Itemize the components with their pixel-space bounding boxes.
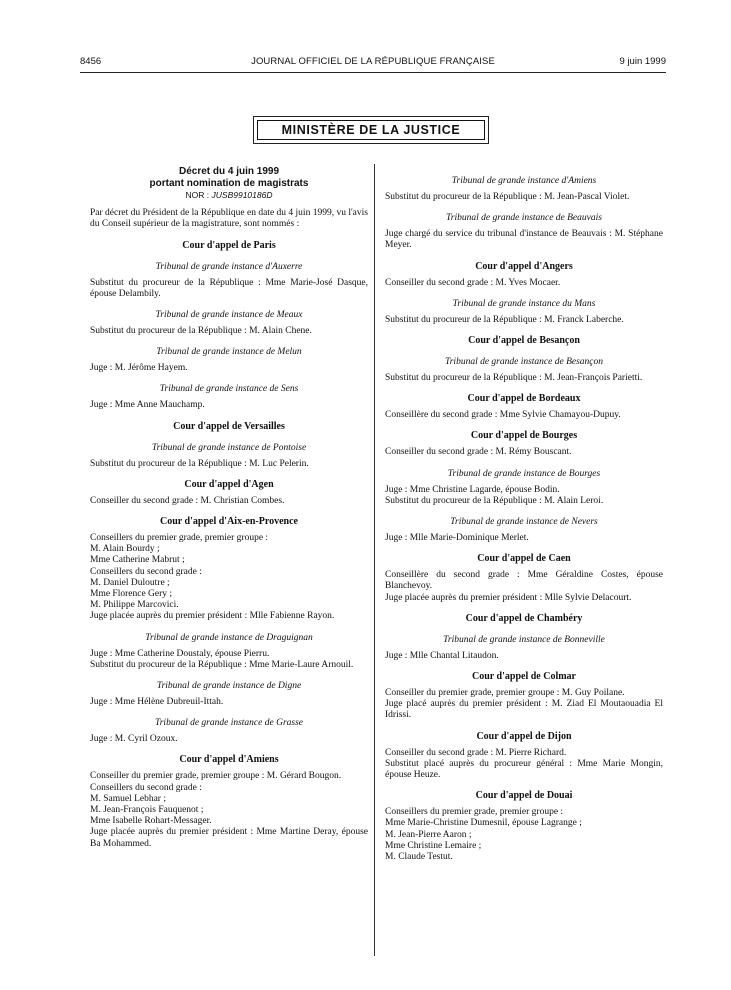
tribunal-section bbox=[385, 634, 663, 662]
appointment-line: M. Alain Bourdy ; bbox=[90, 544, 160, 555]
appointment-line: Juge placée auprès du premier président : Mlle Fabienne Rayon. bbox=[90, 611, 335, 622]
court-heading: Cour d'appel d'Amiens bbox=[179, 754, 279, 766]
appointment-line: Substitut du procureur de la République : Mme Marie-Laure Arnouil. bbox=[90, 659, 354, 670]
page-header bbox=[80, 56, 666, 70]
appointment-line: Juge placée auprès du premier président : Mme Martine Deray, épouse Ba Mohammed. bbox=[90, 827, 368, 849]
tribunal-section bbox=[90, 442, 368, 470]
appointment-line: Conseillers du second grade : bbox=[90, 782, 202, 793]
appointment-line: Substitut du procureur de la République : Mme Marie-José Dasque, épouse Delambily. bbox=[90, 277, 368, 299]
header-rule bbox=[80, 72, 666, 73]
tribunal-section bbox=[90, 680, 368, 708]
issue-date: 9 juin 1999 bbox=[619, 56, 666, 67]
appointment-line: Juge placé auprès du premier président : M. Ziad El Moutaouadia El Idrissi. bbox=[385, 699, 663, 721]
court-section bbox=[385, 335, 663, 347]
tribunal-heading: Tribunal de grande instance de Pontoise bbox=[151, 442, 307, 453]
appointment-line: Mme Marie-Christine Dumesnil, épouse Lagrange ; bbox=[385, 818, 582, 829]
left-column bbox=[90, 166, 368, 854]
appointment-line: Conseillère du second grade : Mme Géraldine Costes, épouse Blanchevoy. bbox=[385, 570, 663, 592]
court-section bbox=[385, 430, 663, 458]
tribunal-section bbox=[385, 212, 663, 251]
tribunal-heading: Tribunal de grande instance de Nevers bbox=[450, 517, 598, 528]
court-heading: Cour d'appel de Caen bbox=[477, 553, 571, 565]
tribunal-section bbox=[90, 261, 368, 300]
court-heading: Cour d'appel de Dijon bbox=[476, 730, 572, 742]
appointment-line: Conseiller du second grade : M. Christian Combes. bbox=[90, 495, 285, 506]
appointment-line: M. Samuel Lebhar ; bbox=[90, 793, 166, 804]
tribunal-section bbox=[90, 632, 368, 671]
appointment-line: Juge : Mme Catherine Doustaly, épouse Pierru. bbox=[90, 648, 270, 659]
court-section bbox=[385, 613, 663, 625]
appointment-line: Juge : Mme Hélène Dubreuil-Ittah. bbox=[90, 697, 224, 708]
appointment-line: Conseiller du second grade : M. Rémy Bouscant. bbox=[385, 447, 572, 458]
court-heading: Cour d'appel de Chambéry bbox=[465, 612, 583, 624]
appointment-line: Substitut du procureur de la République : M. Alain Chene. bbox=[90, 326, 312, 337]
tribunal-heading: Tribunal de grande instance de Melun bbox=[156, 347, 302, 358]
appointment-line: Substitut placé auprès du procureur général : Mme Marie Mongin, épouse Heuze. bbox=[385, 758, 663, 781]
appointment-line: M. Claude Testut. bbox=[385, 852, 453, 863]
court-section bbox=[90, 754, 368, 849]
tribunal-section bbox=[385, 175, 663, 203]
court-heading: Cour d'appel de Douai bbox=[475, 790, 573, 802]
court-heading: Cour d'appel de Bordeaux bbox=[467, 393, 581, 405]
tribunal-heading: Tribunal de grande instance de Beauvais bbox=[446, 213, 602, 224]
appointment-line: M. Daniel Duloutre ; bbox=[90, 577, 170, 588]
court-heading: Cour d'appel d'Angers bbox=[475, 260, 573, 272]
tribunal-heading: Tribunal de grande instance de Bonneville bbox=[443, 634, 605, 645]
court-section bbox=[90, 516, 368, 623]
appointment-line: Conseillers du second grade : bbox=[90, 566, 202, 577]
tribunal-section bbox=[90, 383, 368, 411]
ministry-title: MINISTÈRE DE LA JUSTICE bbox=[257, 120, 485, 140]
appointment-line: M. Jean-François Fauquenot ; bbox=[90, 805, 204, 816]
appointment-line: Mme Christine Lemaire ; bbox=[385, 840, 482, 851]
tribunal-heading: Tribunal de grande instance de Meaux bbox=[155, 310, 303, 321]
appointment-line: Mme Isabelle Rohart-Messager. bbox=[90, 816, 212, 827]
appointment-line: Conseiller du premier grade, premier groupe : M. Gérard Bougon. bbox=[90, 771, 342, 782]
tribunal-section bbox=[385, 468, 663, 507]
court-heading: Cour d'appel d'Agen bbox=[184, 478, 274, 490]
appointment-line: Conseiller du second grade : M. Pierre Richard. bbox=[385, 747, 567, 758]
appointment-line: Substitut du procureur de la République : M. Jean-François Parietti. bbox=[385, 373, 643, 384]
nor-code: JUSB9910186D bbox=[211, 190, 273, 200]
appointment-line: Substitut du procureur de la République : M. Alain Leroi. bbox=[385, 495, 604, 506]
tribunal-heading: Tribunal de grande instance de Besançon bbox=[444, 357, 604, 368]
appointment-line: Substitut du procureur de la République : M. Franck Laberche. bbox=[385, 314, 624, 325]
appointment-line: M. Philippe Marcovici. bbox=[90, 600, 179, 611]
appointment-line: Juge : Mme Christine Lagarde, épouse Bodin. bbox=[385, 484, 560, 495]
appointment-line: Conseiller du premier grade, premier groupe : M. Guy Poilane. bbox=[385, 688, 625, 699]
court-section bbox=[90, 240, 368, 252]
nor-reference bbox=[90, 190, 368, 201]
court-section bbox=[90, 421, 368, 433]
appointment-line: Juge : Mlle Chantal Litaudon. bbox=[385, 650, 499, 661]
tribunal-section bbox=[90, 309, 368, 337]
appointment-line: Juge : M. Cyril Ozoux. bbox=[90, 734, 178, 745]
tribunal-section bbox=[385, 356, 663, 384]
page-number: 8456 bbox=[80, 56, 102, 67]
tribunal-heading: Tribunal de grande instance de Bourges bbox=[447, 468, 601, 479]
tribunal-heading: Tribunal de grande instance du Mans bbox=[452, 298, 596, 309]
ministry-box bbox=[253, 116, 489, 144]
appointment-line: Conseiller du second grade : M. Yves Mocaer. bbox=[385, 277, 561, 288]
appointment-line: Juge : Mme Anne Mauchamp. bbox=[90, 400, 205, 411]
column-divider bbox=[374, 164, 375, 956]
court-section bbox=[385, 393, 663, 421]
tribunal-section bbox=[90, 717, 368, 745]
tribunal-heading: Tribunal de grande instance de Digne bbox=[156, 681, 302, 692]
appointment-line: Substitut du procureur de la République : M. Luc Pelerin. bbox=[90, 458, 309, 469]
court-heading: Cour d'appel d'Aix-en-Provence bbox=[160, 516, 298, 528]
tribunal-heading: Tribunal de grande instance d'Amiens bbox=[451, 176, 597, 186]
court-heading: Cour d'appel de Paris bbox=[182, 239, 276, 251]
decree-title-line1: Décret du 4 juin 1999 bbox=[178, 166, 280, 177]
appointment-line: Juge chargé du service du tribunal d'instance de Beauvais : M. Stéphane Meyer. bbox=[385, 229, 663, 251]
court-section bbox=[385, 553, 663, 604]
court-heading: Cour d'appel de Colmar bbox=[472, 671, 576, 683]
court-heading: Cour d'appel de Besançon bbox=[468, 335, 580, 347]
tribunal-section bbox=[385, 516, 663, 544]
court-section bbox=[385, 261, 663, 289]
court-section bbox=[385, 731, 663, 782]
appointment-line: Substitut du procureur de la République : M. Jean-Pascal Violet. bbox=[385, 192, 630, 202]
decree-intro: Par décret du Président de la République en date du 4 juin 1999, vu l'avis du Conseil supérieur de la magistrature, sont nommés : bbox=[90, 208, 368, 230]
tribunal-heading: Tribunal de grande instance de Sens bbox=[159, 384, 299, 395]
appointment-line: Juge placée auprès du premier président : Mlle Sylvie Delacourt. bbox=[385, 592, 632, 603]
court-heading: Cour d'appel de Versailles bbox=[173, 420, 285, 432]
appointment-line: Juge : M. Jérôme Hayem. bbox=[90, 363, 188, 374]
appointment-line: M. Jean-Pierre Aaron ; bbox=[385, 829, 472, 840]
court-section bbox=[90, 479, 368, 507]
tribunal-heading: Tribunal de grande instance d'Auxerre bbox=[155, 261, 303, 272]
tribunal-heading: Tribunal de grande instance de Grasse bbox=[154, 718, 304, 729]
decree-title bbox=[90, 166, 368, 189]
journal-title: JOURNAL OFFICIEL DE LA RÉPUBLIQUE FRANÇAISE bbox=[251, 56, 495, 67]
tribunal-section bbox=[90, 346, 368, 374]
tribunal-section bbox=[385, 298, 663, 326]
decree-title-line2: portant nomination de magistrats bbox=[149, 177, 309, 189]
right-column bbox=[385, 166, 663, 867]
appointment-line: Juge : Mlle Marie-Dominique Merlet. bbox=[385, 533, 529, 544]
nor-label: NOR : bbox=[185, 190, 210, 200]
appointment-line: Conseillère du second grade : Mme Sylvie Chamayou-Dupuy. bbox=[385, 410, 621, 421]
appointment-line: Mme Florence Gery ; bbox=[90, 589, 173, 600]
court-section bbox=[385, 790, 663, 863]
court-section bbox=[385, 671, 663, 722]
appointment-line: Conseillers du premier grade, premier groupe : bbox=[385, 807, 564, 818]
court-heading: Cour d'appel de Bourges bbox=[470, 430, 578, 442]
appointment-line: Mme Catherine Mabrut ; bbox=[90, 555, 185, 566]
tribunal-heading: Tribunal de grande instance de Draguignan bbox=[145, 632, 313, 643]
appointment-line: Conseillers du premier grade, premier groupe : bbox=[90, 533, 269, 544]
